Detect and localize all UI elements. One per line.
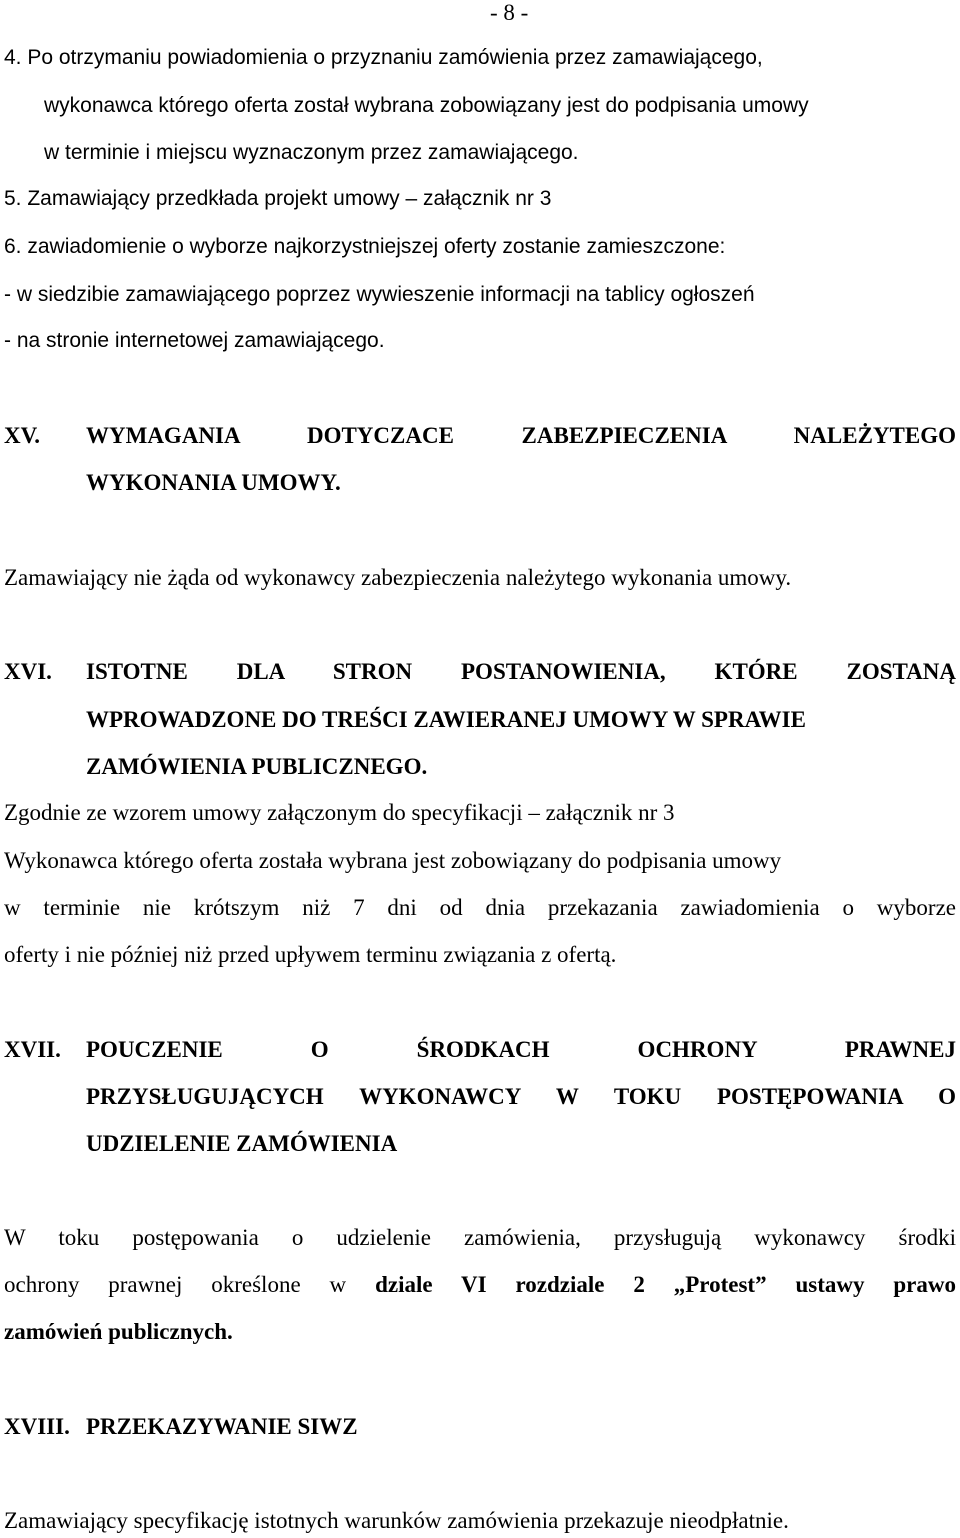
section-xvii-title-line-2: PRZYSŁUGUJĄCYCH WYKONAWCY W TOKU POSTĘPOWANIA O	[86, 1084, 956, 1109]
section-xvii-body-line-2-bold: dziale VI rozdziale 2 „Protest” ustawy prawo	[375, 1272, 956, 1297]
section-xvi-body-line-4: oferty i nie później niż przed upływem terminu związania z ofertą.	[4, 942, 617, 967]
section-xvii-title-line-3: UDZIELENIE ZAMÓWIENIA	[86, 1131, 398, 1156]
section-xvi-body-line-2: Wykonawca którego oferta została wybrana jest zobowiązany do podpisania umowy	[4, 848, 782, 873]
section-xv-title-line-2: WYKONANIA UMOWY.	[86, 470, 341, 495]
section-xvi-title-line-3: ZAMÓWIENIA PUBLICZNEGO.	[86, 754, 428, 779]
item-6-line-3: - na stronie internetowej zamawiającego.	[4, 329, 385, 352]
item-6-line-2: - w siedzibie zamawiającego poprzez wywieszenie informacji na tablicy ogłoszeń	[4, 283, 755, 306]
section-xvi-title-line-1: ISTOTNE DLA STRON POSTANOWIENIA, KTÓRE ZOSTANĄ	[86, 659, 956, 684]
section-xviii-body: Zamawiający specyfikację istotnych warunków zamówienia przekazuje nieodpłatnie.	[4, 1508, 789, 1533]
section-xvii-title-line-1: POUCZENIE O ŚRODKACH OCHRONY PRAWNEJ	[86, 1037, 956, 1062]
section-xv-number: XV.	[4, 423, 41, 448]
item-4-line-3: w terminie i miejscu wyznaczonym przez zamawiającego.	[44, 141, 579, 164]
section-xvii-body-line-3: zamówień publicznych.	[4, 1319, 233, 1344]
section-xvi-number: XVI.	[4, 659, 52, 684]
section-xv-body: Zamawiający nie żąda od wykonawcy zabezpieczenia należytego wykonania umowy.	[4, 565, 792, 590]
page-number: - 8 -	[490, 0, 529, 25]
section-xvii-body-line-2	[4, 1271, 956, 1299]
item-4-line-2: wykonawca którego oferta został wybrana zobowiązany jest do podpisania umowy	[44, 94, 809, 117]
section-xvi-title-line-2: WPROWADZONE DO TREŚCI ZAWIERANEJ UMOWY W SPRAWIE	[86, 707, 806, 732]
section-xvi-body-line-3: w terminie nie krótszym niż 7 dni od dnia przekazania zawiadomienia o wyborze	[4, 895, 956, 920]
item-5: 5. Zamawiający przedkłada projekt umowy – załącznik nr 3	[4, 187, 552, 210]
section-xvii-body-line-1: W toku postępowania o udzielenie zamówienia, przysługują wykonawcy środki	[4, 1225, 956, 1250]
section-xv-title-line-1: WYMAGANIA DOTYCZACE ZABEZPIECZENIA NALEŻYTEGO	[86, 423, 956, 448]
item-4-line-1: 4. Po otrzymaniu powiadomienia o przyznaniu zamówienia przez zamawiającego,	[4, 46, 763, 69]
section-xviii-title: PRZEKAZYWANIE SIWZ	[86, 1414, 358, 1439]
section-xvii-number: XVII.	[4, 1037, 61, 1062]
section-xvi-body-line-1: Zgodnie ze wzorem umowy załączonym do specyfikacji – załącznik nr 3	[4, 800, 675, 825]
section-xvii-body-line-2-plain: ochrony prawnej określone w	[4, 1272, 347, 1297]
section-xviii-number: XVIII.	[4, 1414, 70, 1439]
item-6-line-1: 6. zawiadomienie o wyborze najkorzystniejszej oferty zostanie zamieszczone:	[4, 235, 726, 258]
